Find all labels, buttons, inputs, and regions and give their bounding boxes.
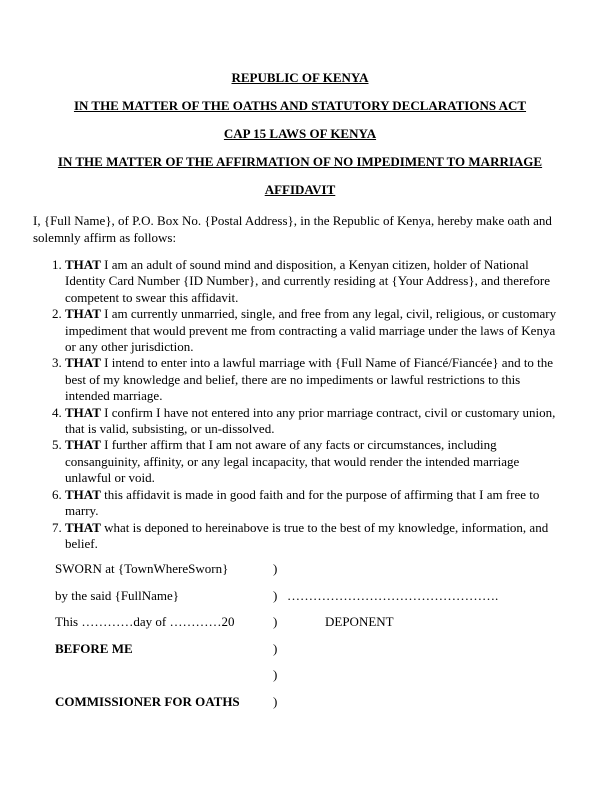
that-lead: THAT: [65, 437, 101, 453]
deposition-item-5: [65, 437, 567, 486]
that-lead: THAT: [65, 486, 101, 502]
signature-dotted-line: ………………………………………….: [287, 587, 499, 603]
jurat-label-date: This …………day of …………20: [55, 614, 235, 630]
jurat-paren: ): [273, 614, 278, 630]
that-lead: THAT: [65, 355, 101, 371]
deposition-item-text: I intend to enter into a lawful marriage with {Full Name of Fiancé/Fiancée} and to the best of my knowledge and belief, there are no impediments or lawful restrictions to this intended marriage.: [65, 355, 554, 404]
jurat-paren: ): [273, 561, 278, 577]
deposition-item-text: what is deponed to hereinabove is true to the best of my knowledge, information, and belief.: [65, 519, 549, 551]
deposition-item-4: [65, 405, 567, 438]
heading-no-impediment: IN THE MATTER OF THE AFFIRMATION OF NO IMPEDIMENT TO MARRIAGE: [57, 154, 543, 169]
jurat-row-sworn-at: [55, 561, 567, 577]
deposition-item-text: I am an adult of sound mind and disposition, a Kenyan citizen, holder of National Identity Card Number {ID Number}, and currently residing at {Your Address}, and therefore competent to swear this affidavit.: [65, 257, 551, 305]
jurat-paren: ): [273, 587, 278, 603]
jurat-label-commissioner: COMMISSIONER FOR OATHS: [55, 693, 240, 709]
jurat-label-by-the-said: by the said {FullName}: [55, 587, 180, 603]
deposition-item-text: I confirm I have not entered into any prior marriage contract, civil or customary union, that is valid, subsisting, or un-dissolved.: [65, 404, 556, 437]
jurat-row-commissioner: [55, 694, 567, 710]
jurat-row-date: [55, 614, 567, 630]
heading-republic-of-kenya: REPUBLIC OF KENYA: [231, 70, 369, 85]
heading-cap-15: CAP 15 LAWS OF KENYA: [223, 126, 377, 141]
jurat-label-before-me: BEFORE ME: [55, 640, 133, 656]
jurat-paren: ): [273, 640, 278, 656]
jurat-block: [55, 561, 567, 710]
jurat-row-blank: [55, 667, 567, 683]
heading-oaths-act: IN THE MATTER OF THE OATHS AND STATUTORY DECLARATIONS ACT: [73, 98, 527, 113]
jurat-label-sworn-at: SWORN at {TownWhereSworn}: [55, 561, 229, 577]
jurat-row-before-me: [55, 641, 567, 657]
deposition-item-3: [65, 355, 567, 404]
that-lead: THAT: [65, 404, 101, 420]
intro-paragraph: I, {Full Name}, of P.O. Box No. {Postal Address}, in the Republic of Kenya, hereby make oath and solemnly affirm as follows:: [33, 213, 552, 245]
deposition-list: [33, 257, 567, 552]
that-lead: THAT: [65, 306, 101, 322]
deposition-item-text: this affidavit is made in good faith and for the purpose of affirming that I am free to marry.: [65, 486, 540, 519]
deposition-item-text: I am currently unmarried, single, and free from any legal, civil, religious, or customary impediment that would prevent me from contracting a valid marriage under the laws of Kenya or any other jurisdiction.: [65, 306, 557, 355]
jurat-paren: ): [273, 693, 278, 709]
deposition-item-1: [65, 257, 567, 306]
jurat-paren: ): [273, 667, 278, 683]
that-lead: THAT: [65, 257, 101, 272]
deposition-item-text: I further affirm that I am not aware of any facts or circumstances, including consanguinity, affinity, or any legal incapacity, that would render the intended marriage unlawful or void.: [65, 437, 520, 486]
jurat-row-by-the-said: [55, 588, 567, 604]
deposition-item-2: [65, 306, 567, 355]
deponent-label: DEPONENT: [325, 614, 394, 630]
heading-affidavit: AFFIDAVIT: [264, 182, 336, 197]
deposition-item-6: [65, 487, 567, 520]
deposition-item-7: [65, 520, 567, 553]
that-lead: THAT: [65, 519, 101, 535]
